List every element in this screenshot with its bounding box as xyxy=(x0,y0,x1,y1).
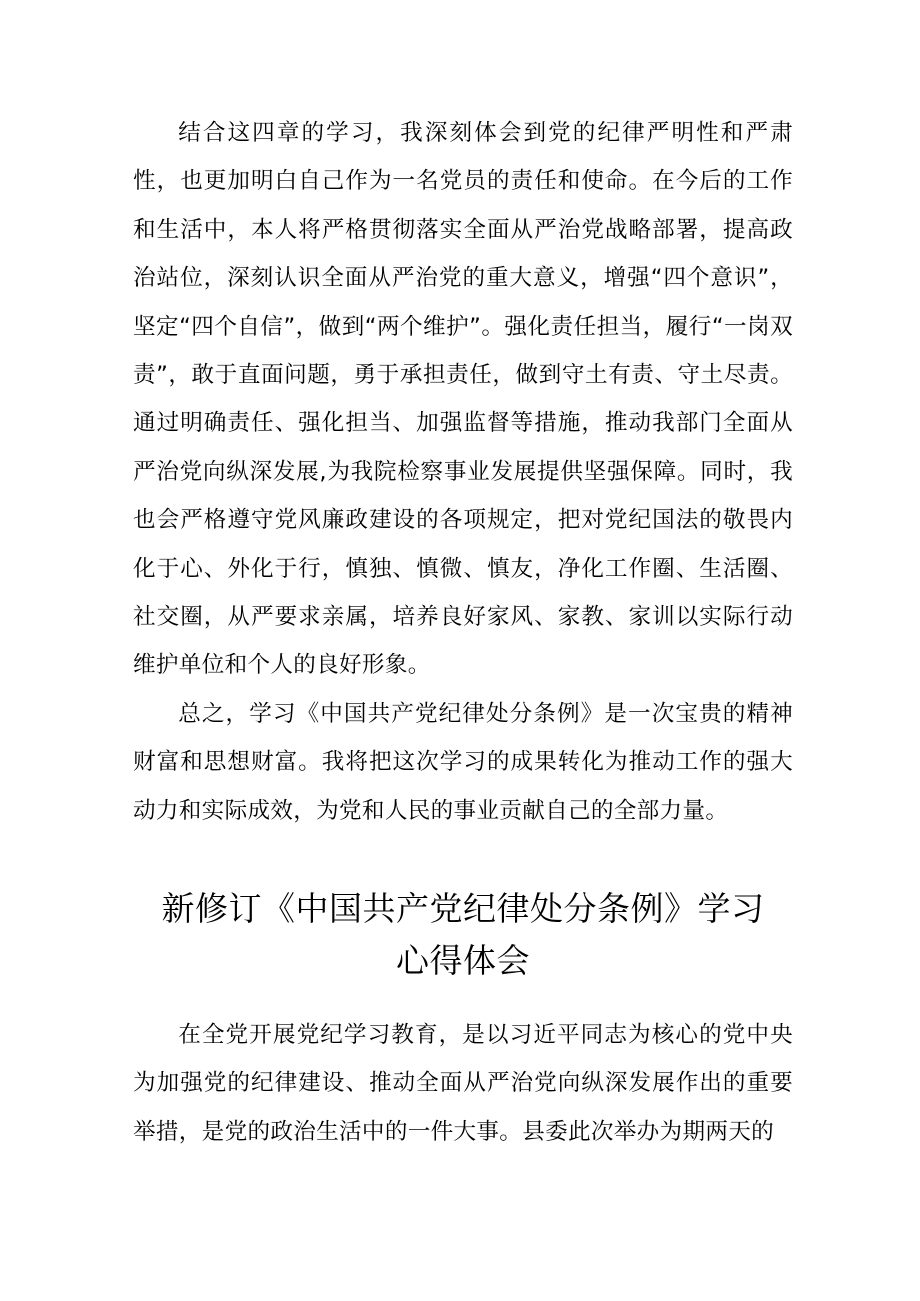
paragraph-reflection: 结合这四章的学习，我深刻体会到党的纪律严明性和严肃性，也更加明白自己作为一名党员的责任和使命。在今后的工作和生活中，本人将严格贯彻落实全面从严治党战略部署，提高政治站位，深刻认识全面从严治党的重大意义，增强“四个意识”，坚定“四个自信”，做到“两个维护”。强化责任担当，履行“一岗双责”，敢于直面问题，勇于承担责任，做到守土有责、守土尽责。通过明确责任、强化担当、加强监督等措施，推动我部门全面从严治党向纵深发展,为我院检察事业发展提供坚强保障。同时，我也会严格遵守党风廉政建设的各项规定，把对党纪国法的敬畏内化于心、外化于行，慎独、慎微、慎友，净化工作圈、生活圈、社交圈，从严要求亲属，培养良好家风、家教、家训以实际行动维护单位和个人的良好形象。 xyxy=(133,120,793,679)
paragraph-intro: 在全党开展党纪学习教育，是以习近平同志为核心的党中央为加强党的纪律建设、推动全面从严治党向纵深发展作出的重要举措，是党的政治生活中的一件大事。县委此次举办为期两天的 xyxy=(133,1022,793,1145)
article-title-line-2: 心得体会 xyxy=(396,941,530,980)
article-title xyxy=(133,883,793,987)
paragraph-conclusion: 总之，学习《中国共产党纪律处分条例》是一次宝贵的精神财富和思想财富。我将把这次学习的成果转化为推动工作的强大动力和实际成效，为党和人民的事业贡献自己的全部力量。 xyxy=(133,701,793,824)
article-title-line-1: 新修订《中国共产党纪律处分条例》学习 xyxy=(161,889,765,928)
